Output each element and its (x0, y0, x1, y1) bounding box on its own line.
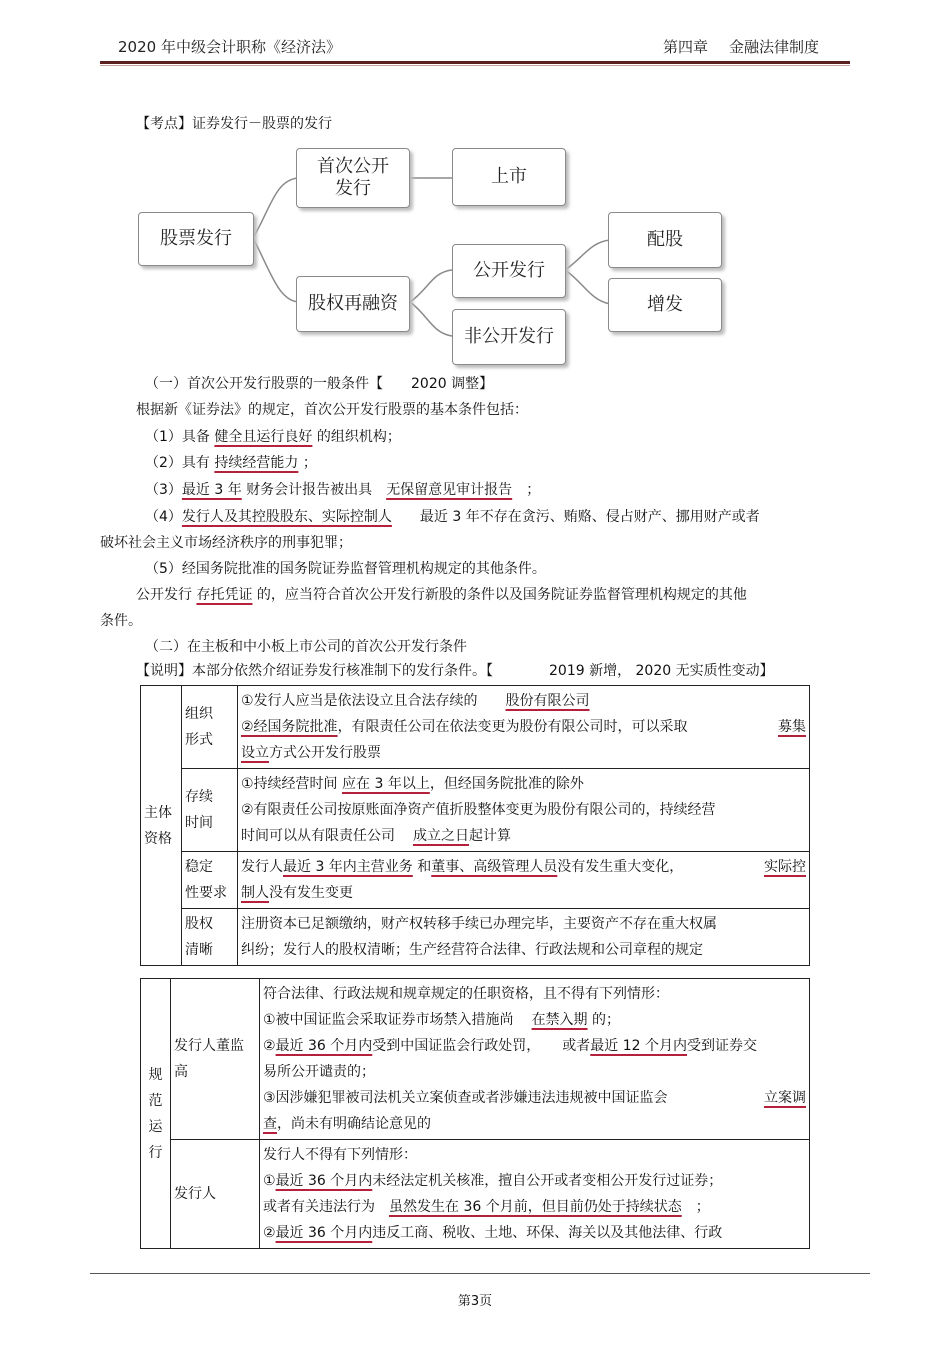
section1-title: （一）首次公开发行股票的一般条件【 2020 调整】 (145, 376, 494, 392)
table-row (141, 909, 810, 966)
section2-title: （二）在主板和中小板上市公司的首次公开发行条件 (145, 639, 467, 655)
node-stock-issuance: 股票发行 (138, 212, 254, 266)
table-row (141, 852, 810, 909)
page-number: 第3页 (457, 1294, 493, 1309)
topic-heading: 【考点】证券发行－股票的发行 (136, 116, 332, 132)
row-content-org-form: ①发行人应当是依法设立且合法存续的 股份有限公司 ②经国务院批准，有限责任公司在依法变更为股份有限公司时，可以采取 募集 设立方式公开发行股票 (238, 686, 810, 769)
depositary-receipt-note-cont: 条件。 (100, 613, 142, 629)
header-chapter-title: 金融法律制度 (729, 38, 820, 56)
row-label-stability: 稳定 性要求 (182, 852, 238, 909)
row-content-issuer: 发行人不得有下列情形： ①最近 36 个月内未经法定机关核准，擅自公开或者变相公开发行过证券； 或者有关违法行为 虽然发生在 36 个月前，但目前仍处于持续状态 ； ②最近 36 个月内违反工商、税收、土地、环保、海关以及其他法律、行政 (260, 1140, 810, 1249)
header-book-title: 2020 年中级会计职称《经济法》 (118, 38, 341, 56)
table-row (141, 1140, 810, 1249)
row-label-org-form: 组织 形式 (182, 686, 238, 769)
section1-intro: 根据新《证券法》的规定，首次公开发行股票的基本条件包括： (136, 402, 528, 418)
footer-rule (90, 1273, 870, 1274)
condition-5: （5）经国务院批准的国务院证券监督管理机构规定的其他条件。 (145, 561, 546, 577)
row-content-stability: 发行人最近 3 年内主营业务 和董事、高级管理人员没有发生重大变化， 实际控 制人没有发生变更 (238, 852, 810, 909)
stock-issuance-diagram (0, 0, 950, 380)
table-row (141, 686, 810, 769)
row-content-equity-clarity: 注册资本已足额缴纳，财产权转移手续已办理完毕，主要资产不存在重大权属 纠纷；发行人的股权清晰；生产经营符合法律、行政法规和公司章程的规定 (238, 909, 810, 966)
connector-refinance-nonpublic (410, 302, 452, 336)
row-label-duration: 存续 时间 (182, 769, 238, 852)
condition-4-cont: 破坏社会主义市场经济秩序的刑事犯罪； (100, 535, 352, 551)
table-row (141, 979, 810, 1140)
connector-refinance-public (410, 270, 452, 302)
node-ipo: 首次公开 发行 (296, 148, 410, 208)
node-additional-issue: 增发 (608, 278, 722, 332)
depositary-receipt-note: 公开发行 存托凭证 的，应当符合首次公开发行新股的条件以及国务院证券监督管理机构规定的其他 (136, 587, 747, 603)
node-listing: 上市 (452, 148, 566, 206)
row-label-issuer: 发行人 (171, 1140, 260, 1249)
node-non-public-offering: 非公开发行 (452, 309, 566, 365)
connector-public-additional (565, 270, 610, 304)
condition-4: （4）发行人及其控股股东、实际控制人 最近 3 年不存在贪污、贿赂、侵占财产、挪用财产或者 (145, 509, 760, 525)
connector-root-refinance (253, 238, 298, 302)
connector-root-ipo (253, 178, 298, 238)
node-equity-refinancing: 股权再融资 (296, 276, 410, 332)
condition-3: （3）最近 3 年 财务会计报告被出具 无保留意见审计报告 ； (145, 482, 541, 498)
row-content-duration: ①持续经营时间 应在 3 年以上，但经国务院批准的除外 ②有限责任公司按原账面净资产值折股整体变更为股份有限公司的，持续经营 时间可以从有限责任公司 成立之日起计算 (238, 769, 810, 852)
row-label-equity-clarity: 股权 清晰 (182, 909, 238, 966)
node-rights-issue: 配股 (608, 212, 722, 268)
node-public-offering: 公开发行 (452, 244, 566, 298)
row-content-directors: 符合法律、行政法规和规章规定的任职资格，且不得有下列情形： ①被中国证监会采取证券市场禁入措施尚 在禁入期 的； ②最近 36 个月内受到中国证监会行政处罚， 或者最近 12 个月内受到证券交 易所公开谴责的； ③因涉嫌犯罪被司法机关立案侦查或者涉嫌违法违规被中国证监会 立案调 查，尚未有明确结论意见的 (260, 979, 810, 1140)
connector-public-rights (565, 240, 610, 270)
group-label-subject-qualification: 主体 资格 (141, 686, 182, 966)
subject-qualification-table (140, 685, 810, 966)
table-row (141, 769, 810, 852)
condition-1: （1）具备 健全且运行良好 的组织机构； (145, 429, 401, 445)
section2-note: 【说明】本部分依然介绍证券发行核准制下的发行条件。【 2019 新增， 2020 无实质性变动】 (136, 663, 774, 679)
standardized-operation-table (140, 978, 810, 1249)
header-chapter: 第四章 (663, 38, 709, 56)
group-label-standardized-operation: 规 范 运 行 (141, 979, 171, 1249)
condition-2: （2）具有 持续经营能力 ； (145, 455, 317, 471)
row-label-directors: 发行人董监 高 (171, 979, 260, 1140)
